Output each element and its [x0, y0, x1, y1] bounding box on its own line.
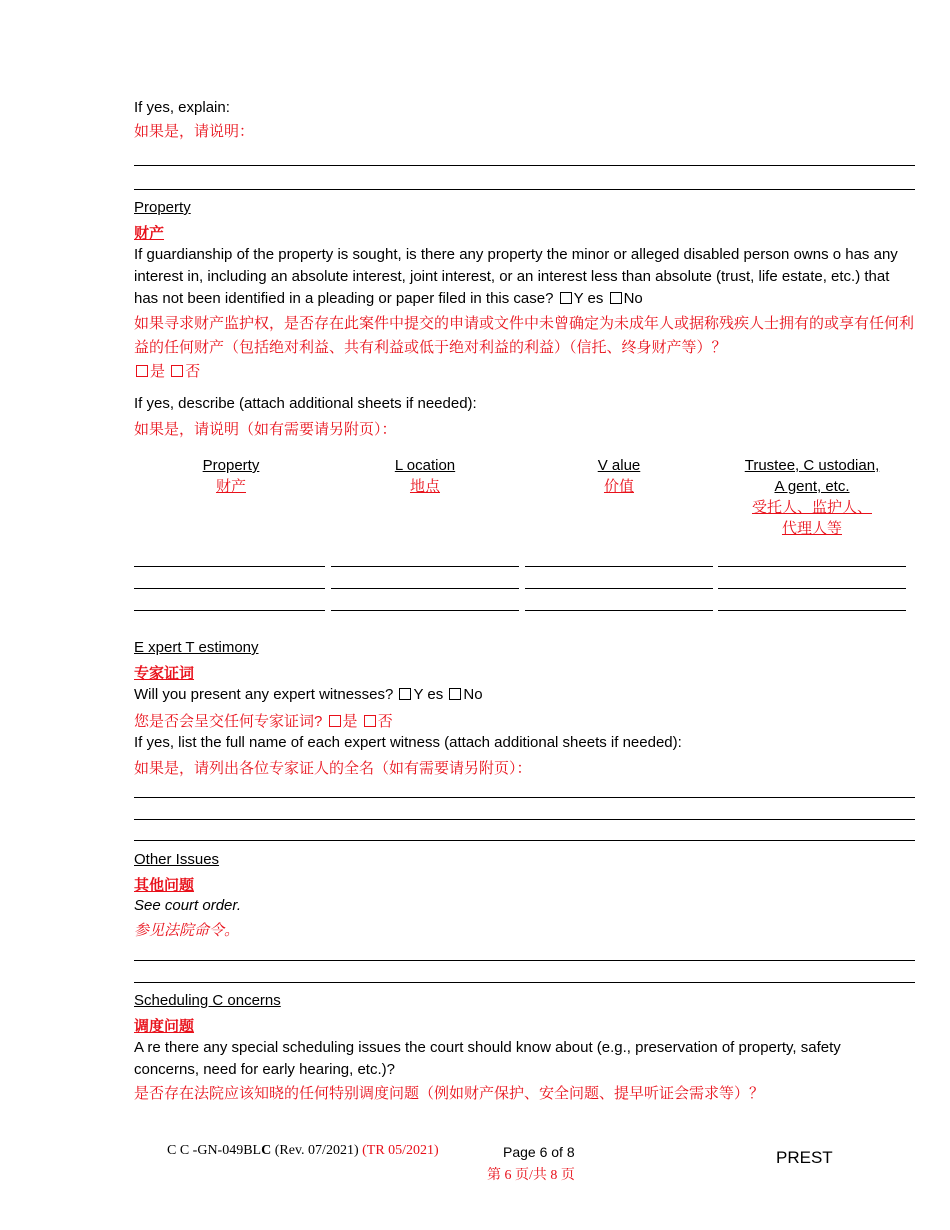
other-heading: Other Issues — [134, 851, 220, 868]
scheduling-question-zh: 是否存在法院应该知晓的任何特别调度问题（例如财产保护、安全问题、提早听证会需求等）？ — [134, 1085, 765, 1102]
property-no-checkbox[interactable] — [610, 292, 622, 304]
property-question-zh: 如果寻求财产监护权，是否存在此案件中提交的申请或文件中未曾确定为未成年人或据称残疾人士拥有的或享有任何利益的任何财产（包括绝对利益、共有利益或低于绝对利益的利益）（信托、终身财产等）？ 是 否 — [134, 315, 915, 380]
scheduling-heading-zh: 调度问题 — [134, 1018, 195, 1035]
explain-label-zh: 如果是，请说明： — [134, 123, 255, 140]
property-describe-zh: 如果是，请说明（如有需要请另附页）： — [134, 421, 397, 438]
property-heading: Property — [134, 199, 191, 216]
table-line[interactable] — [331, 610, 519, 611]
property-no-checkbox-zh[interactable] — [171, 365, 183, 377]
expert-line-3[interactable] — [134, 840, 915, 841]
expert-question-zh: 您是否会呈交任何专家证词? 是 否 — [134, 713, 393, 730]
expert-heading-zh: 专家证词 — [134, 665, 195, 682]
other-line-1[interactable] — [134, 960, 915, 961]
explain-label: If yes, explain: — [134, 99, 230, 116]
expert-no-label: No — [463, 686, 483, 703]
expert-no-label-zh: 否 — [377, 713, 393, 730]
expert-yes-checkbox-zh[interactable] — [329, 715, 341, 727]
property-question: If guardianship of the property is sought, is there any property the minor or alleged disabled person owns o has any interest in, including an absolute interest, joint interest, or an interest less than absolute (trust, life estate, etc.) that has not been identified in a pleading or paper filed in this case? Y es No — [134, 246, 898, 307]
col-location-header: L ocation 地点 — [394, 457, 456, 495]
expert-yes-checkbox[interactable] — [399, 688, 411, 700]
table-line[interactable] — [718, 610, 906, 611]
table-line[interactable] — [525, 588, 713, 589]
expert-list-zh: 如果是，请列出各位专家证人的全名（如有需要请另附页）： — [134, 760, 532, 777]
scheduling-heading: Scheduling C oncerns — [134, 992, 281, 1009]
property-yes-checkbox-zh[interactable] — [136, 365, 148, 377]
expert-question: Will you present any expert witnesses? Y es No — [134, 686, 483, 703]
property-no-label: No — [623, 290, 643, 307]
footer-page-zh: 第 6 页/共 8 页 — [487, 1168, 575, 1183]
scheduling-question: A re there any special scheduling issues the court should know about (e.g., preservation of property, safety concerns, need for early hearing, etc.)? — [134, 1039, 841, 1078]
table-line[interactable] — [134, 588, 325, 589]
expert-no-checkbox-zh[interactable] — [364, 715, 376, 727]
footer-prest: PREST — [776, 1148, 833, 1167]
property-heading-zh: 财产 — [134, 225, 165, 242]
expert-list: If yes, list the full name of each expert witness (attach additional sheets if needed): — [134, 734, 682, 751]
table-line[interactable] — [331, 566, 519, 567]
property-describe: If yes, describe (attach additional sheets if needed): — [134, 395, 477, 412]
table-line[interactable] — [525, 566, 713, 567]
expert-line-1[interactable] — [134, 797, 915, 798]
table-line[interactable] — [331, 588, 519, 589]
footer-page: Page 6 of 8 — [503, 1144, 575, 1160]
expert-yes-label: Y es — [413, 686, 444, 703]
table-line[interactable] — [134, 566, 325, 567]
expert-yes-label-zh: 是 — [342, 713, 358, 730]
other-text-zh: 参见法院命令。 — [134, 922, 240, 939]
explain-line-2[interactable] — [134, 189, 915, 190]
expert-line-2[interactable] — [134, 819, 915, 820]
footer-form-code: C C -GN-049BLC (Rev. 07/2021) (TR 05/2021) — [167, 1143, 439, 1158]
other-heading-zh: 其他问题 — [134, 877, 195, 894]
table-line[interactable] — [718, 566, 906, 567]
other-line-2[interactable] — [134, 982, 915, 983]
property-yes-label-zh: 是 — [150, 363, 166, 380]
property-yes-checkbox[interactable] — [560, 292, 572, 304]
property-no-label-zh: 否 — [185, 363, 201, 380]
col-trustee-header: Trustee, C ustodian, A gent, etc. 受托人、监护人、 代理人等 — [744, 457, 880, 537]
col-value-header: V alue 价值 — [597, 457, 641, 495]
table-line[interactable] — [134, 610, 325, 611]
explain-line-1[interactable] — [134, 165, 915, 166]
table-line[interactable] — [718, 588, 906, 589]
col-property-header: Property 财产 — [202, 457, 260, 495]
expert-no-checkbox[interactable] — [449, 688, 461, 700]
property-yes-label: Y es — [573, 290, 604, 307]
table-line[interactable] — [525, 610, 713, 611]
other-text: See court order. — [134, 897, 241, 914]
expert-heading: E xpert T estimony — [134, 639, 259, 656]
